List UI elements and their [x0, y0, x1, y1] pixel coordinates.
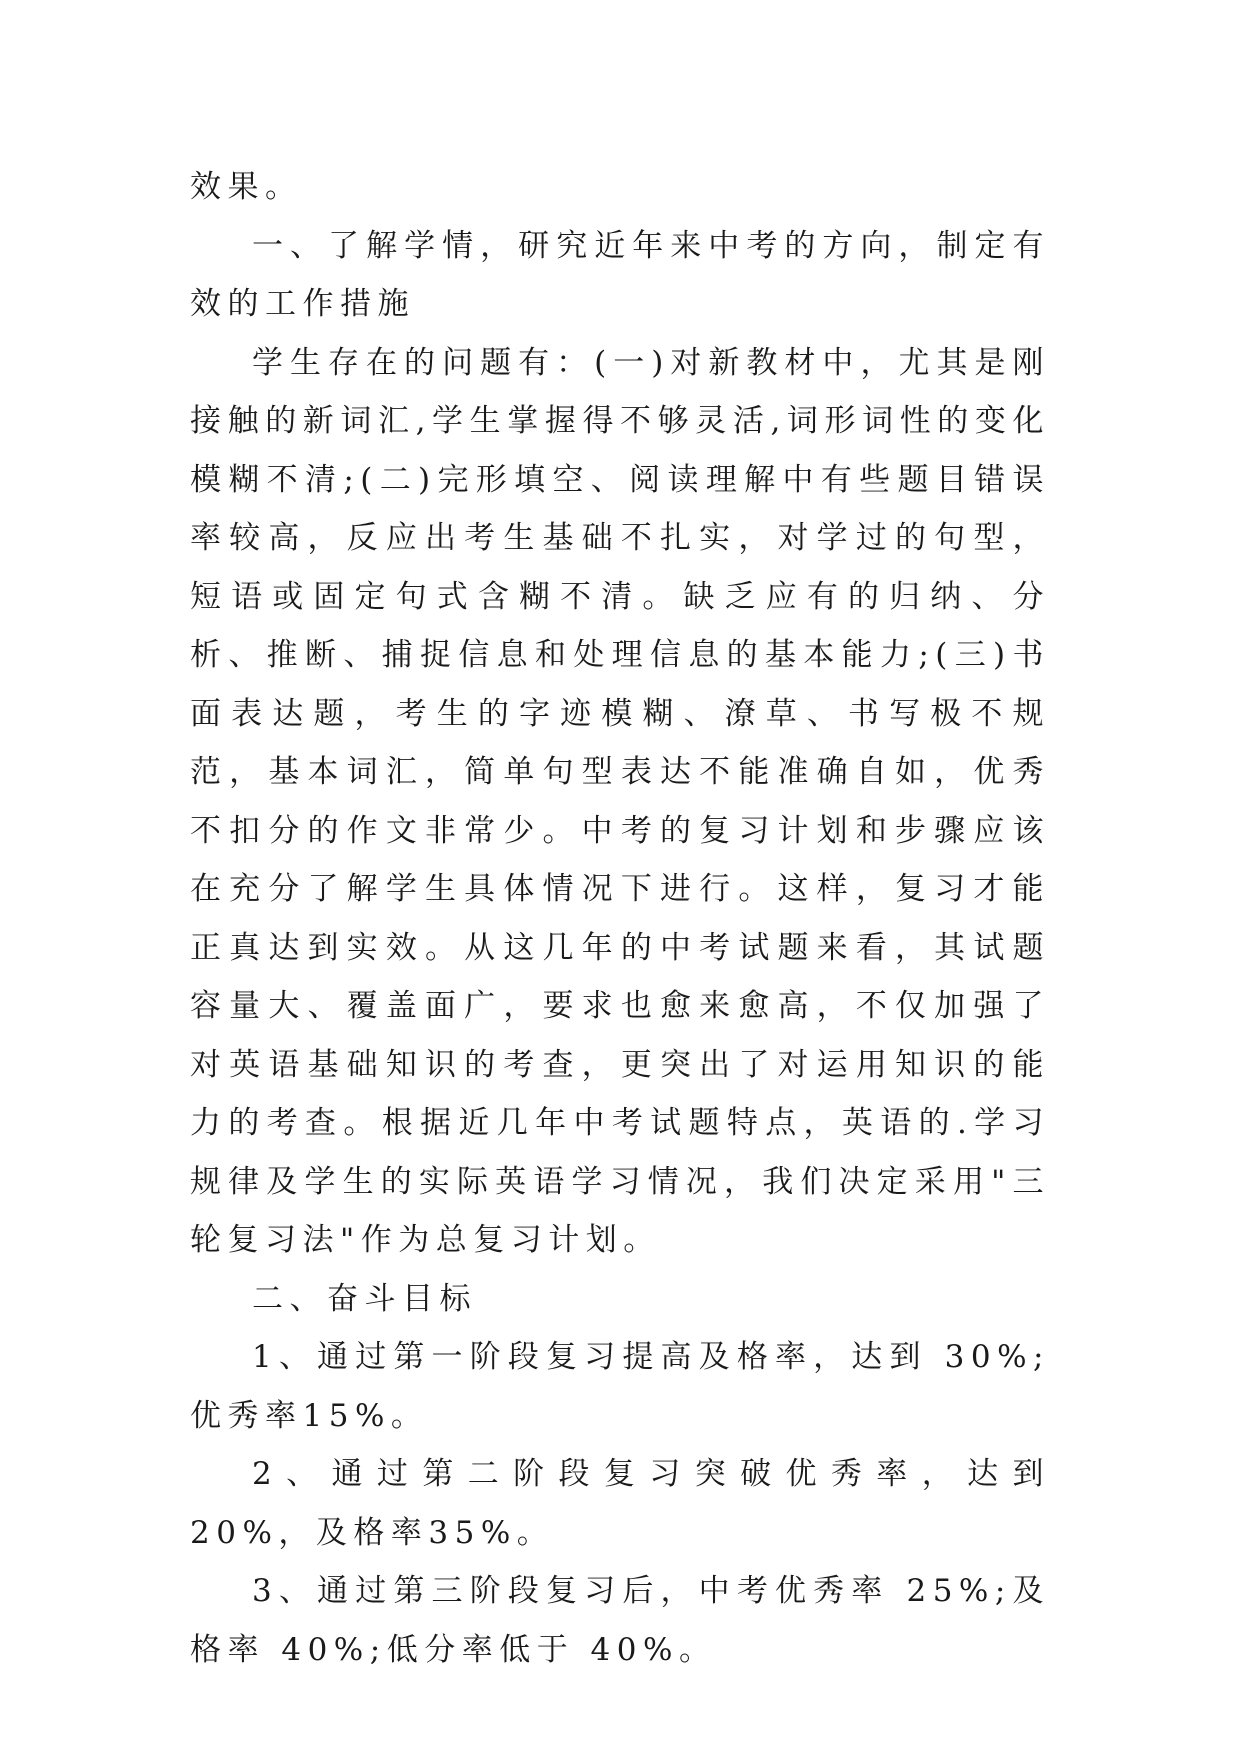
section-heading-1: 一、了解学情，研究近年来中考的方向，制定有效的工作措施 [190, 227, 1050, 322]
goal-item-3: 3、通过第三阶段复习后，中考优秀率 25%;及格率 40%;低分率低于 40%。 [190, 1573, 1050, 1668]
paragraph-continuation: 效果。 [190, 169, 303, 205]
goal-item-2: 2、通过第二阶段复习突破优秀率，达到 20%，及格率35%。 [190, 1456, 1050, 1551]
section-heading-2: 二、奋斗目标 [252, 1280, 477, 1317]
paragraph-student-problems: 学生存在的问题有：(一)对新教材中，尤其是刚接触的新词汇,学生掌握得不够灵活,词形词性的变化模糊不清;(二)完形填空、阅读理解中有些题目错误率较高，反应出考生基础不扎实，对学过的句型，短语或固定句式含糊不清。缺乏应有的归纳、分析、推断、捕捉信息和处理信息的基本能力;(三)书面表达题，考生的字迹模糊、潦草、书写极不规范，基本词汇，简单句型表达不能准确自如，优秀不扣分的作文非常少。中考的复习计划和步骤应该在充分了解学生具体情况下进行。这样，复习才能正真达到实效。从这几年的中考试题来看，其试题容量大、覆盖面广，要求也愈来愈高，不仅加强了对英语基础知识的考查，更突出了对运用知识的能力的考查。根据近几年中考试题特点，英语的.学习规律及学生的实际英语学习情况，我们决定采用"三轮复习法"作为总复习计划。 [190, 344, 1050, 1258]
document-body [190, 158, 1050, 1679]
goal-item-1: 1、通过第一阶段复习提高及格率，达到 30%;优秀率15%。 [190, 1339, 1050, 1434]
